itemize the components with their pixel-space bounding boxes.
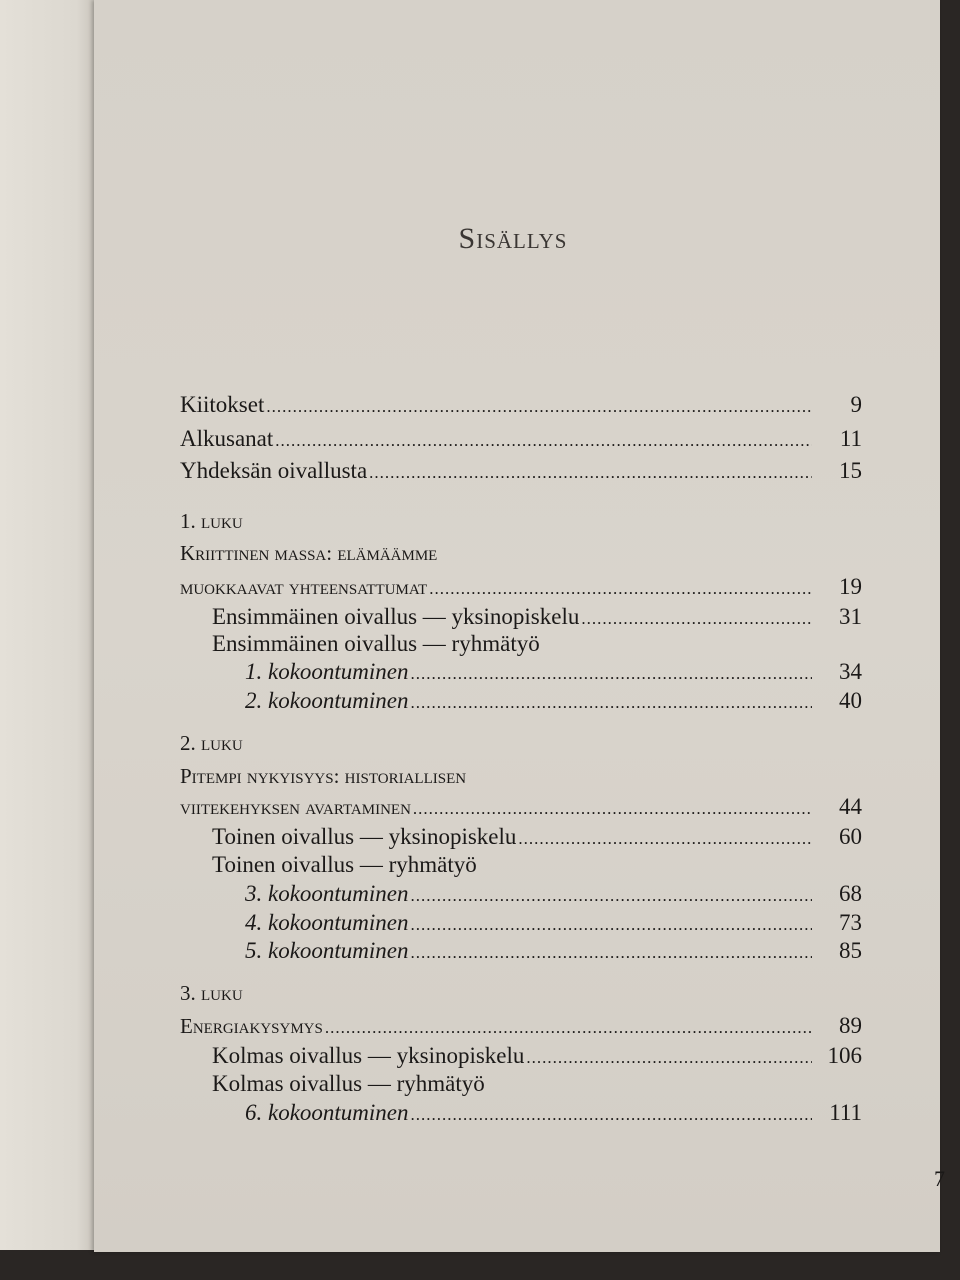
toc-entry-page: 11	[839, 426, 862, 451]
facing-page-edge	[0, 0, 96, 1250]
toc-entry-label: viitekehyksen avartaminen	[180, 795, 411, 819]
toc-entry-label: 2. kokoontuminen	[245, 688, 409, 713]
toc-entry	[180, 458, 862, 488]
toc-entry-label: 2. luku	[180, 731, 243, 755]
toc-entry-label: 6. kokoontuminen	[245, 1100, 409, 1125]
toc-entry	[245, 1100, 862, 1130]
toc-entry	[212, 852, 862, 882]
toc-entry	[180, 574, 862, 604]
toc-entry	[180, 541, 862, 571]
toc-entry	[180, 392, 862, 422]
toc-entry	[245, 688, 862, 718]
toc-entry-label: Kolmas oivallus — ryhmätyö	[212, 1071, 485, 1096]
toc-entry-label: Toinen oivallus — ryhmätyö	[212, 852, 477, 877]
toc-entry-label: 3. kokoontuminen	[245, 881, 409, 906]
toc-entry	[180, 981, 862, 1011]
toc-entry-label: Ensimmäinen oivallus — ryhmätyö	[212, 631, 540, 656]
toc-entry-label: Kriittinen massa: elämäämme	[180, 541, 438, 565]
toc-entry-label: Pitempi nykyisyys: historiallisen	[180, 764, 467, 788]
toc-entry-label: muokkaavat yhteensattumat	[180, 575, 428, 599]
toc-entry-label: 4. kokoontuminen	[245, 910, 409, 935]
dot-leader	[526, 1048, 812, 1068]
toc-entry-label: Kolmas oivallus — yksinopiskelu	[212, 1043, 525, 1068]
dot-leader	[411, 886, 812, 906]
toc-entry	[180, 509, 862, 539]
toc-entry-label: Alkusanat	[180, 426, 274, 451]
book-page	[94, 0, 945, 1252]
toc-entry-page: 60	[839, 824, 862, 849]
toc-entry-label: 3. luku	[180, 981, 243, 1005]
toc-entry-page: 106	[827, 1043, 862, 1068]
dot-leader	[411, 664, 812, 684]
toc-entry-label: Energiakysymys	[180, 1014, 323, 1038]
dot-leader	[411, 1105, 812, 1125]
toc-entry-label: Ensimmäinen oivallus — yksinopiskelu	[212, 604, 580, 629]
toc-entry-page: 19	[839, 574, 862, 599]
toc-entry-page: 15	[839, 458, 862, 483]
dot-leader	[325, 1018, 812, 1038]
toc-entry	[245, 881, 862, 911]
toc-entry	[212, 824, 862, 854]
dot-leader	[411, 915, 812, 935]
toc-entry-label: Kiitokset	[180, 392, 265, 417]
page-title: Sisällys	[458, 222, 568, 255]
toc-entry	[212, 631, 862, 661]
toc-entry-label: 1. kokoontuminen	[245, 659, 409, 684]
toc-entry	[245, 910, 862, 940]
dot-leader	[518, 829, 812, 849]
toc-entry	[212, 1071, 862, 1101]
toc-entry-page: 111	[829, 1100, 862, 1125]
toc-entry-page: 31	[839, 604, 862, 629]
toc-entry-page: 34	[839, 659, 862, 684]
toc-entry-page: 85	[839, 938, 862, 963]
toc-entry	[180, 764, 862, 794]
toc-entry-page: 40	[839, 688, 862, 713]
toc-entry-label: Toinen oivallus — yksinopiskelu	[212, 824, 517, 849]
page-number: 7	[934, 1166, 945, 1191]
toc-entry-label: 1. luku	[180, 509, 243, 533]
toc-entry-label: 5. kokoontuminen	[245, 938, 409, 963]
toc-entry-page: 73	[839, 910, 862, 935]
toc-entry	[180, 794, 862, 824]
toc-entry	[245, 938, 862, 968]
toc-entry-page: 89	[839, 1013, 862, 1038]
dot-leader	[275, 431, 812, 451]
dot-leader	[369, 463, 812, 483]
dot-leader	[413, 799, 812, 819]
toc-entry-page: 44	[839, 794, 862, 819]
toc-entry-page: 68	[839, 881, 862, 906]
toc-entry	[180, 1013, 862, 1043]
toc-entry-label: Yhdeksän oivallusta	[180, 458, 368, 483]
toc-entry	[212, 604, 862, 634]
dot-leader	[429, 579, 812, 599]
dot-leader	[411, 693, 812, 713]
toc-entry	[180, 426, 862, 456]
toc-entry	[180, 731, 862, 761]
toc-entry-page: 9	[850, 392, 862, 417]
dot-leader	[411, 943, 812, 963]
toc-entry	[245, 659, 862, 689]
dot-leader	[266, 397, 812, 417]
dot-leader	[581, 609, 812, 629]
toc-entry	[212, 1043, 862, 1073]
